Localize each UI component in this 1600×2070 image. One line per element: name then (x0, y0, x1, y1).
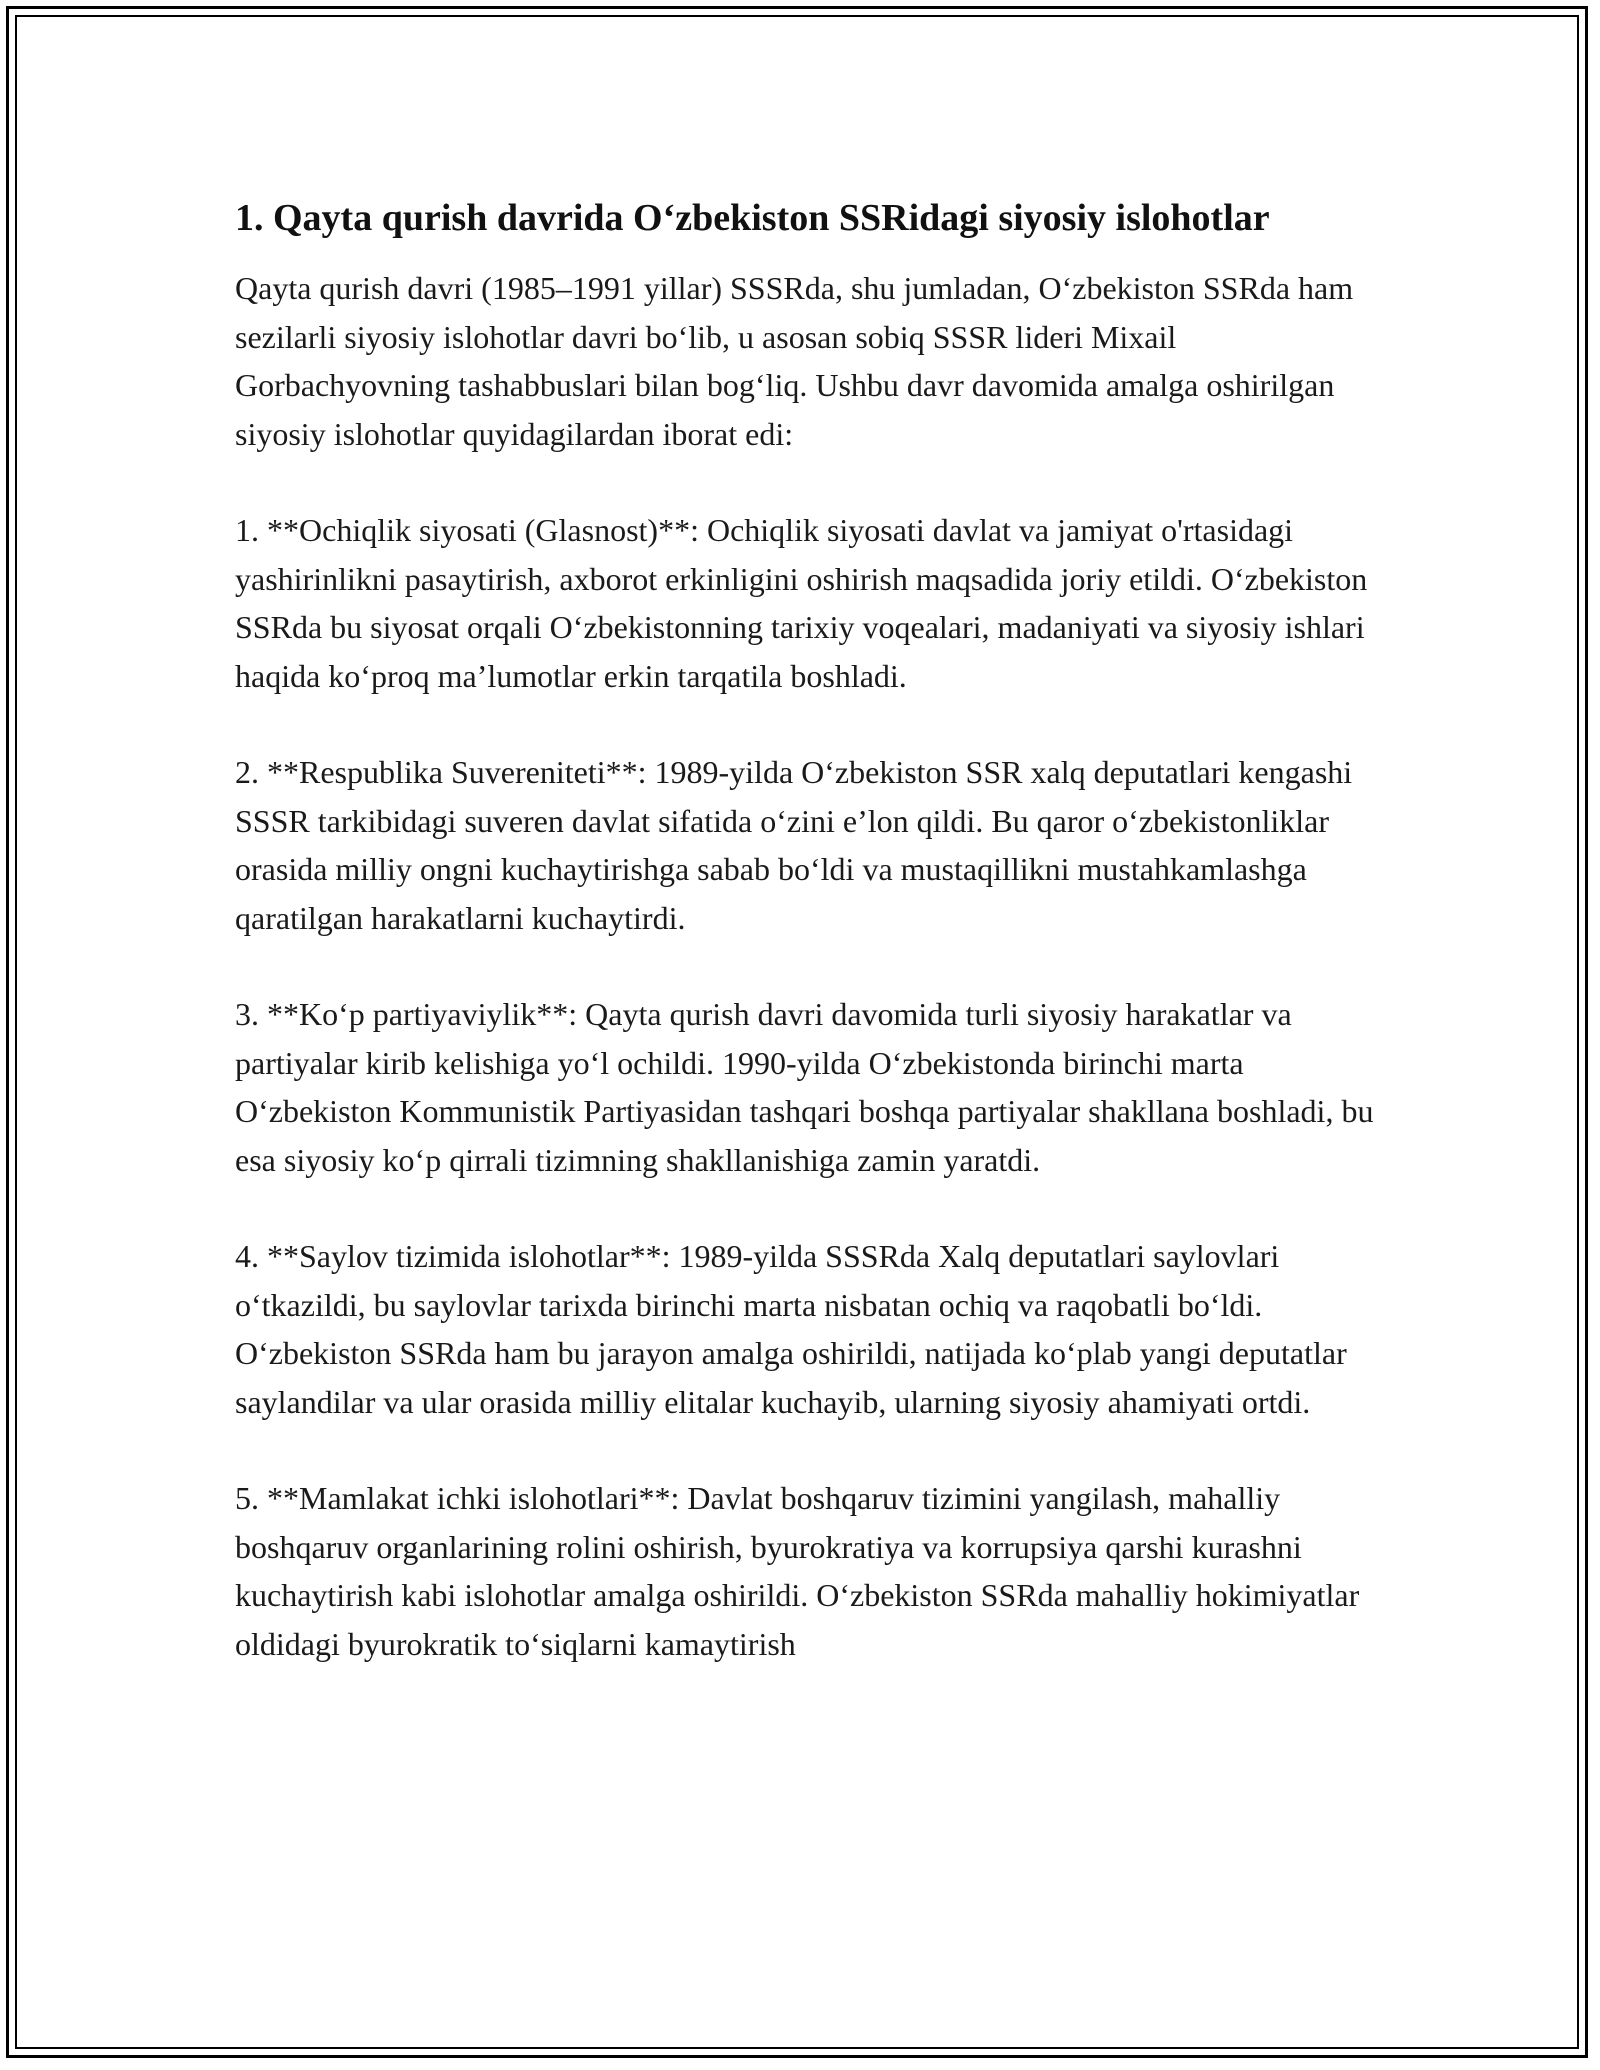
paragraph-glasnost: 1. **Ochiqlik siyosati (Glasnost)**: Ochiqlik siyosati davlat va jamiyat o'rtasidagi yashirinlikni pasaytirish, axborot erkinligini oshirish maqsadida joriy etildi. O‘zbekiston SSRda bu siyosat orqali O‘zbekistonning tarixiy voqealari, madaniyati va siyosiy ishlari haqida ko‘proq ma’lumotlar erkin tarqatila boshladi. (235, 512, 1368, 694)
paragraph-multiparty: 3. **Ko‘p partiyaviylik**: Qayta qurish davri davomida turli siyosiy harakatlar va partiyalar kirib kelishiga yo‘l ochildi. 1990-yilda O‘zbekistonda birinchi marta O‘zbekiston Kommunistik Partiyasidan tashqari boshqa partiyalar shakllana boshladi, bu esa siyosiy ko‘p qirrali tizimning shakllanishiga zamin yaratdi. (235, 996, 1374, 1178)
document-title: 1. Qayta qurish davrida O‘zbekiston SSRidagi siyosiy islohotlar (235, 197, 1270, 239)
paragraph-elections: 4. **Saylov tizimida islohotlar**: 1989-yilda SSSRda Xalq deputatlari saylovlari o‘tkazildi, bu saylovlar tarixda birinchi marta nisbatan ochiq va raqobatli bo‘ldi. O‘zbekiston SSRda ham bu jarayon amalga oshirildi, natijada ko‘plab yangi deputatlar saylandilar va ular orasida milliy elitalar kuchayib, ularning siyosiy ahamiyati ortdi. (235, 1238, 1347, 1420)
paragraph-internal-reforms: 5. **Mamlakat ichki islohotlari**: Davlat boshqaruv tizimini yangilash, mahalliy boshqaruv organlarining rolini oshirish, byurokratiya va korrupsiya qarshi kurashni kuchaytirish kabi islohotlar amalga oshirildi. O‘zbekiston SSRda mahalliy hokimiyatlar oldidagi byurokratik to‘siqlarni kamaytirish (235, 1480, 1360, 1662)
paragraph-sovereignty: 2. **Respublika Suvereniteti**: 1989-yilda O‘zbekiston SSR xalq deputatlari kengashi SSSR tarkibidagi suveren davlat sifatida o‘zini e’lon qildi. Bu qaror o‘zbekistonliklar orasida milliy ongni kuchaytirishga sabab bo‘ldi va mustaqillikni mustahkamlashga qaratilgan harakatlarni kuchaytirdi. (235, 754, 1353, 936)
document-body (235, 190, 1385, 1716)
intro-paragraph: Qayta qurish davri (1985–1991 yillar) SSSRda, shu jumladan, O‘zbekiston SSRda ham sezilarli siyosiy islohotlar davri bo‘lib, u asosan sobiq SSSR lideri Mixail Gorbachyovning tashabbuslari bilan bog‘liq. Ushbu davr davomida amalga oshirilgan siyosiy islohotlar quyidagilardan iborat edi: (235, 270, 1354, 452)
